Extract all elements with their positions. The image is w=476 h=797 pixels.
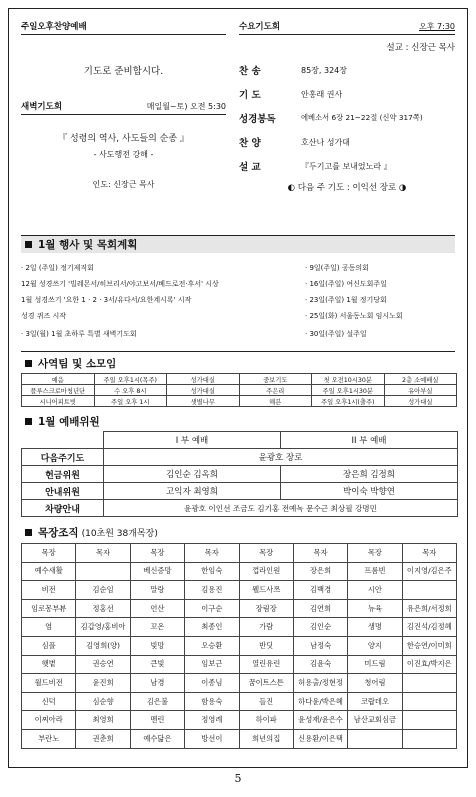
table-cell: 한임숙 xyxy=(185,562,239,581)
table-cell: 부란노 xyxy=(22,729,76,748)
table-cell: 언산 xyxy=(130,599,184,618)
table-cell: 시니어피트빗 xyxy=(22,396,95,407)
table-cell: 들진 xyxy=(239,692,293,711)
ministries-header xyxy=(21,355,455,371)
table-cell: 희년의집 xyxy=(239,729,293,748)
table-cell: 임로몽부뷰 xyxy=(22,599,76,618)
table-cell xyxy=(402,581,456,600)
order-label: 찬 송 xyxy=(239,66,261,77)
table-cell: 샛별나무 xyxy=(167,396,240,407)
table-cell: 최영희 xyxy=(76,711,130,730)
table-row xyxy=(22,581,457,600)
table-header-cell: 목자 xyxy=(293,544,347,563)
table-cell: 김인순 xyxy=(293,618,347,637)
parish-header xyxy=(21,523,455,541)
event-item: · 2일 (주일) 정기제직회 xyxy=(21,264,94,272)
table-cell: 햇볕 xyxy=(22,655,76,674)
table-cell: 빛망 xyxy=(130,636,184,655)
table-cell: 가람 xyxy=(239,618,293,637)
wednesday-header xyxy=(239,19,455,35)
table-row xyxy=(22,692,457,711)
table-cell xyxy=(402,729,456,748)
order-label: 기 도 xyxy=(239,90,261,101)
next-prayer: ◐ 다음 주 기도 : 이익선 장로 ◑ xyxy=(287,183,407,193)
table-cell: 신덕 xyxy=(22,692,76,711)
order-value: 에베소서 6장 21~22절 (신약 317쪽) xyxy=(301,113,423,122)
square-bullet-icon xyxy=(25,418,32,425)
series-title: 『 성령의 역사, 사도들의 순종 』 xyxy=(58,134,189,144)
table-cell xyxy=(76,562,130,581)
table-cell: 주일 오후1시(출주) xyxy=(312,396,385,407)
wednesday-time: 오후 7:30 xyxy=(419,22,455,31)
table-cell: 정영례 xyxy=(185,711,239,730)
table-cell: 예수새활 xyxy=(22,562,76,581)
table-row xyxy=(22,396,457,407)
duty-value: 윤광호 장로 xyxy=(104,449,458,466)
table-cell: 말랑 xyxy=(130,581,184,600)
duty-header xyxy=(21,413,455,429)
table-cell: 월드비전 xyxy=(22,674,76,693)
table-cell: 김윤숙 xyxy=(293,655,347,674)
table-cell: 함용숙 xyxy=(185,692,239,711)
order-label: 설 교 xyxy=(239,162,261,173)
table-cell: 열린유린 xyxy=(239,655,293,674)
table-cell: 방선이 xyxy=(185,729,239,748)
table-cell: 양지 xyxy=(348,636,402,655)
table-row xyxy=(22,729,457,748)
table-cell: 김갑영/홍비아 xyxy=(76,618,130,637)
table-cell: 2층 소예배실 xyxy=(384,374,457,385)
table-cell: 이진효/박지은 xyxy=(402,655,456,674)
square-bullet-icon xyxy=(25,529,32,536)
duty-corner xyxy=(22,432,104,449)
order-row-hymn xyxy=(239,63,455,77)
table-cell: 유은희/서정희 xyxy=(402,599,456,618)
table-cell: 허용출/정현정 xyxy=(293,674,347,693)
order-value: 호산나 성가대 xyxy=(301,137,350,147)
table-cell: 한승연/이미희 xyxy=(402,636,456,655)
table-header-row xyxy=(22,544,457,563)
table-row xyxy=(22,483,458,500)
table-cell: 시안 xyxy=(348,581,402,600)
event-item: · 3일(월) 1월 초하루 특별 새벽기도회 xyxy=(21,330,137,338)
table-cell: 꿈이트스튼 xyxy=(239,674,293,693)
events-header xyxy=(21,235,455,253)
order-row-scripture xyxy=(239,111,455,125)
event-item: · 16일(주일) 여신도회주일 xyxy=(305,280,387,288)
table-header-cell: 목장 xyxy=(22,544,76,563)
table-cell xyxy=(402,711,456,730)
events-list xyxy=(21,259,455,352)
event-item: 1월 성경쓰기 '요한 1 · 2 · 3서/유다서/요한계시록' 시작 xyxy=(21,296,192,304)
order-label: 찬 양 xyxy=(239,138,261,149)
table-row xyxy=(22,636,457,655)
ministries-table xyxy=(21,373,457,407)
table-cell: 예음 xyxy=(22,374,95,385)
table-cell: 심순향 xyxy=(76,692,130,711)
table-cell: 예수닮은 xyxy=(130,729,184,748)
sunday-prep: 기도로 준비합시다. xyxy=(83,66,164,77)
order-row-sermon xyxy=(239,159,455,173)
table-cell: 권승연 xyxy=(76,655,130,674)
table-row xyxy=(22,385,457,396)
table-row xyxy=(22,599,457,618)
order-row-choir xyxy=(239,135,455,149)
table-cell: 비전 xyxy=(22,581,76,600)
duty-col-header: I 부 예배 xyxy=(104,432,281,449)
table-cell: 멘린 xyxy=(130,711,184,730)
table-cell: 김진석/김정혜 xyxy=(402,618,456,637)
table-cell: 이지영/김은주 xyxy=(402,562,456,581)
duty-value: 김인순 김옥희 xyxy=(104,466,281,483)
table-row xyxy=(22,432,458,449)
duty-value: 박이숙 박향연 xyxy=(281,483,458,500)
duty-table xyxy=(21,431,458,517)
events-title: 1월 행사 및 목회계획 xyxy=(38,239,138,251)
order-value: 『두기고를 보내었노라 』 xyxy=(301,161,392,171)
bulletin-page xyxy=(8,8,468,768)
table-cell: 신용환/이은택 xyxy=(293,729,347,748)
table-cell: 주일 오후1시(목주) xyxy=(94,374,167,385)
table-cell: 꼬온 xyxy=(130,618,184,637)
table-header-cell: 목자 xyxy=(185,544,239,563)
wednesday-sermon-by: 설교 : 신장근 목사 xyxy=(386,43,455,53)
square-bullet-icon xyxy=(25,360,32,367)
table-cell: 주일 오후 1시 xyxy=(94,396,167,407)
table-cell: 정홍선 xyxy=(76,599,130,618)
table-cell: 오승환 xyxy=(185,636,239,655)
table-cell: 권춘희 xyxy=(76,729,130,748)
table-cell: 이종님 xyxy=(185,674,239,693)
table-row xyxy=(22,466,458,483)
table-cell: 김영희(양) xyxy=(76,636,130,655)
sunday-title: 주일오후찬양예배 xyxy=(21,22,87,32)
ministries-title: 사역팀 및 소모임 xyxy=(38,357,117,370)
table-cell: 김은불 xyxy=(130,692,184,711)
table-cell: 이찌아라 xyxy=(22,711,76,730)
event-item: 성경 퀴즈 시작 xyxy=(21,312,67,320)
table-row xyxy=(22,374,457,385)
wednesday-title: 수요기도회 xyxy=(239,22,281,32)
sunday-header xyxy=(21,19,226,35)
table-cell: 중보기도 xyxy=(239,374,312,385)
table-cell xyxy=(348,729,402,748)
duty-label: 안내위원 xyxy=(22,483,104,500)
table-row xyxy=(22,618,457,637)
table-cell: 해븐 xyxy=(239,396,312,407)
top-section xyxy=(21,19,455,224)
duty-label: 차량안내 xyxy=(22,500,104,517)
dawn-preacher: 인도: 신장근 목사 xyxy=(92,180,155,189)
duty-label: 헌금위원 xyxy=(22,466,104,483)
table-cell: 장림장 xyxy=(239,599,293,618)
duty-col-header: II 부 예배 xyxy=(281,432,458,449)
table-cell: 하다윤/박은혜 xyxy=(293,692,347,711)
table-cell: 남정숙 xyxy=(293,636,347,655)
table-cell: 성가대실 xyxy=(384,396,457,407)
table-header-cell: 목장 xyxy=(348,544,402,563)
order-value: 85장, 324장 xyxy=(301,65,347,75)
order-value: 안홍래 권사 xyxy=(301,89,343,99)
table-cell: 뉴육 xyxy=(348,599,402,618)
duty-value: 장은희 김정희 xyxy=(281,466,458,483)
table-row xyxy=(22,449,458,466)
event-item: · 30일(주일) 설주일 xyxy=(305,330,367,338)
table-cell: 김용진 xyxy=(185,581,239,600)
table-cell: 청어림 xyxy=(348,674,402,693)
table-header-cell: 목자 xyxy=(76,544,130,563)
table-cell: 하이파 xyxy=(239,711,293,730)
table-cell xyxy=(402,674,456,693)
table-cell xyxy=(402,692,456,711)
table-cell: 미드림 xyxy=(348,655,402,674)
table-cell: 성가대실 xyxy=(167,374,240,385)
table-cell: 성가대실 xyxy=(167,385,240,396)
table-cell: 플루스크로마청년단 xyxy=(22,385,95,396)
order-label: 성경봉독 xyxy=(239,114,276,125)
event-item: · 9일(주일) 공동의회 xyxy=(305,264,369,272)
table-cell: 윤성재/윤은수 xyxy=(293,711,347,730)
parish-subtitle: (10초원 38개목장) xyxy=(81,528,158,539)
table-cell: 이구순 xyxy=(185,599,239,618)
table-row xyxy=(22,655,457,674)
table-cell: 유아부실 xyxy=(384,385,457,396)
table-cell: 윤진희 xyxy=(76,674,130,693)
table-cell: 김연희 xyxy=(293,599,347,618)
order-row-prayer xyxy=(239,87,455,101)
event-item: · 25일(화) 서울동노회 임시노회 xyxy=(305,312,403,320)
parish-title: 목장조직 xyxy=(38,526,79,539)
table-cell: 큰빛 xyxy=(130,655,184,674)
dawn-header xyxy=(21,99,226,115)
event-item: 12월 성경쓰기 '빌레몬서/히브리서/야고보서/베드로전·후서' 시상 xyxy=(21,280,219,288)
event-item: · 23일(주일) 1월 정기당회 xyxy=(305,296,387,304)
duty-value: 윤광호 이인선 조금도 김기홍 전예녹 문수근 최상필 강명민 xyxy=(104,500,458,517)
table-cell: 주일 오후1시30분 xyxy=(312,385,385,396)
duty-title: 1월 예배위원 xyxy=(38,415,100,428)
dawn-time: 매일월~토) 오전 5:30 xyxy=(146,102,226,111)
table-cell: 장은희 xyxy=(293,562,347,581)
table-header-cell: 목장 xyxy=(130,544,184,563)
table-cell: 임보근 xyxy=(185,655,239,674)
dawn-title: 새벽기도회 xyxy=(21,102,63,112)
left-column xyxy=(21,19,226,224)
table-row xyxy=(22,711,457,730)
table-cell: 반딧 xyxy=(239,636,293,655)
table-row xyxy=(22,562,457,581)
table-cell: 생명 xyxy=(348,618,402,637)
table-cell: 웰드사쯔 xyxy=(239,581,293,600)
duty-label: 다음주기도 xyxy=(22,449,104,466)
table-cell: 수 오후 8시 xyxy=(94,385,167,396)
table-row xyxy=(22,500,458,517)
table-cell: 첫 오전10시30분 xyxy=(312,374,385,385)
table-cell: 김순임 xyxy=(76,581,130,600)
parish-table xyxy=(21,543,457,749)
table-row xyxy=(22,674,457,693)
right-column xyxy=(239,19,455,224)
table-cell: 프롬빈 xyxy=(348,562,402,581)
series-subtitle: - 사도행전 강해 - xyxy=(93,150,154,159)
table-cell: 주은리 xyxy=(239,385,312,396)
table-cell: 최종인 xyxy=(185,618,239,637)
square-bullet-icon xyxy=(25,241,32,248)
table-cell: 심플 xyxy=(22,636,76,655)
table-cell: 코랍데오 xyxy=(348,692,402,711)
table-cell: 베신증망 xyxy=(130,562,184,581)
table-header-cell: 목자 xyxy=(402,544,456,563)
table-cell: 남경 xyxy=(130,674,184,693)
table-cell: 껍라인원 xyxy=(239,562,293,581)
table-cell: 염 xyxy=(22,618,76,637)
table-cell: 남산교회심금 xyxy=(348,711,402,730)
duty-value: 고익자 최영희 xyxy=(104,483,281,500)
table-cell: 김백경 xyxy=(293,581,347,600)
page-number: 5 xyxy=(234,772,242,785)
table-header-cell: 목장 xyxy=(239,544,293,563)
